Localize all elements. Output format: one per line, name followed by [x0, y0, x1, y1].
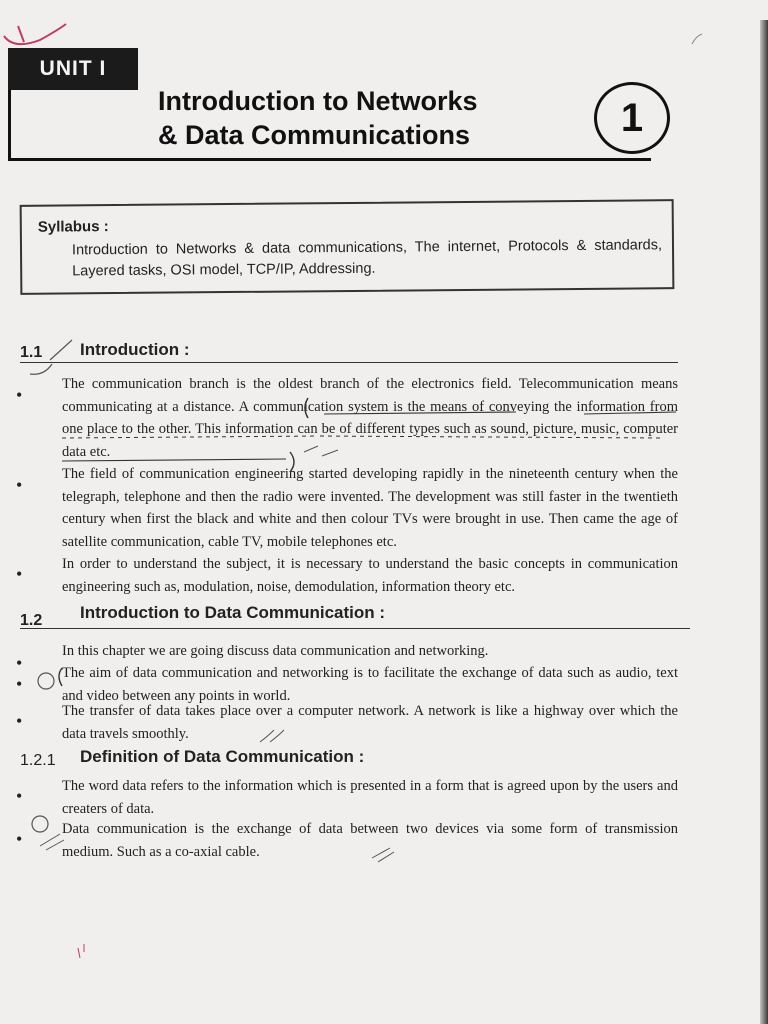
pink-pen-tick — [18, 26, 24, 42]
bullet-mark: • — [16, 829, 23, 849]
paragraph: In this chapter we are going discuss data communication and networking. — [62, 643, 489, 659]
pencil-speck-mark — [692, 34, 702, 44]
chapter-number-circle: 1 — [594, 82, 670, 154]
section-rule — [20, 628, 690, 629]
syllabus-text: Introduction to Networks & data communications, The internet, Protocols & standards, Layered tasks, OSI model, TCP/IP, Addressing. — [71, 237, 663, 280]
paragraph: In order to understand the subject, it is necessary to understand the basic concepts in communication engineering such as, modulation, noise, demodulation, information theory etc. — [62, 556, 678, 595]
syllabus-heading: Syllabus : — [37, 218, 109, 236]
pencil-slash-mark — [50, 340, 72, 360]
paragraph: The communication branch is the oldest branch of the electronics field. Telecommunication means communicating at a distance. A communication system is the means of conveying the information from one place to the other. This information can be of different types such as sound, picture, music, computer data etc. — [62, 376, 678, 460]
pencil-hatch-mark — [40, 834, 64, 850]
section-title: Introduction to Data Communication : — [80, 603, 386, 622]
pink-speck-mark — [78, 944, 84, 958]
chapter-title-line1: Introduction to Networks — [158, 86, 478, 116]
section-title: Introduction : — [80, 340, 190, 359]
paragraph: The transfer of data takes place over a computer network. A network is like a highway over which the data travels smoothly. — [62, 703, 678, 742]
section-title: Definition of Data Communication : — [80, 747, 365, 766]
pencil-tick-mark — [30, 364, 52, 374]
section-number: 1.2 — [20, 612, 43, 629]
syllabus-box — [20, 199, 675, 295]
bullet-mark: • — [16, 564, 23, 584]
section-number: 1.1 — [20, 344, 43, 361]
page-edge-shadow — [760, 20, 768, 1024]
bullet-mark: • — [16, 385, 23, 405]
chapter-title-line2: & Data Communications — [158, 120, 471, 150]
section-rule — [20, 362, 678, 363]
bullet-mark: • — [16, 653, 23, 673]
paragraph: The word data refers to the information which is presented in a form that is agreed upon by the users and creaters of data. — [62, 778, 678, 817]
circled-number-mark — [38, 673, 54, 689]
bullet-mark: • — [16, 475, 23, 495]
paragraph: Data communication is the exchange of data between two devices via some form of transmission medium. Such as a co-axial cable. — [62, 821, 678, 860]
chapter-title — [158, 84, 578, 152]
section-number: 1.2.1 — [20, 752, 56, 769]
unit-badge: UNIT I — [8, 48, 138, 90]
pink-pen-stroke — [4, 24, 66, 44]
paragraph: The aim of data communication and networking is to facilitate the exchange of data such as audio, text and video between any points in world. — [62, 665, 678, 704]
bullet-mark: • — [16, 786, 23, 806]
paragraph: The field of communication engineering started developing rapidly in the nineteenth century when the telegraph, telephone and then the radio were invented. The development was still faster in the twentieth century when first the black and white and then colour TVs were brought in use. Then came the age of satellite communication, cable TV, mobile telephones etc. — [62, 466, 678, 550]
bullet-mark: • — [16, 674, 23, 694]
circled-number-mark — [32, 816, 48, 832]
bullet-mark: • — [16, 711, 23, 731]
